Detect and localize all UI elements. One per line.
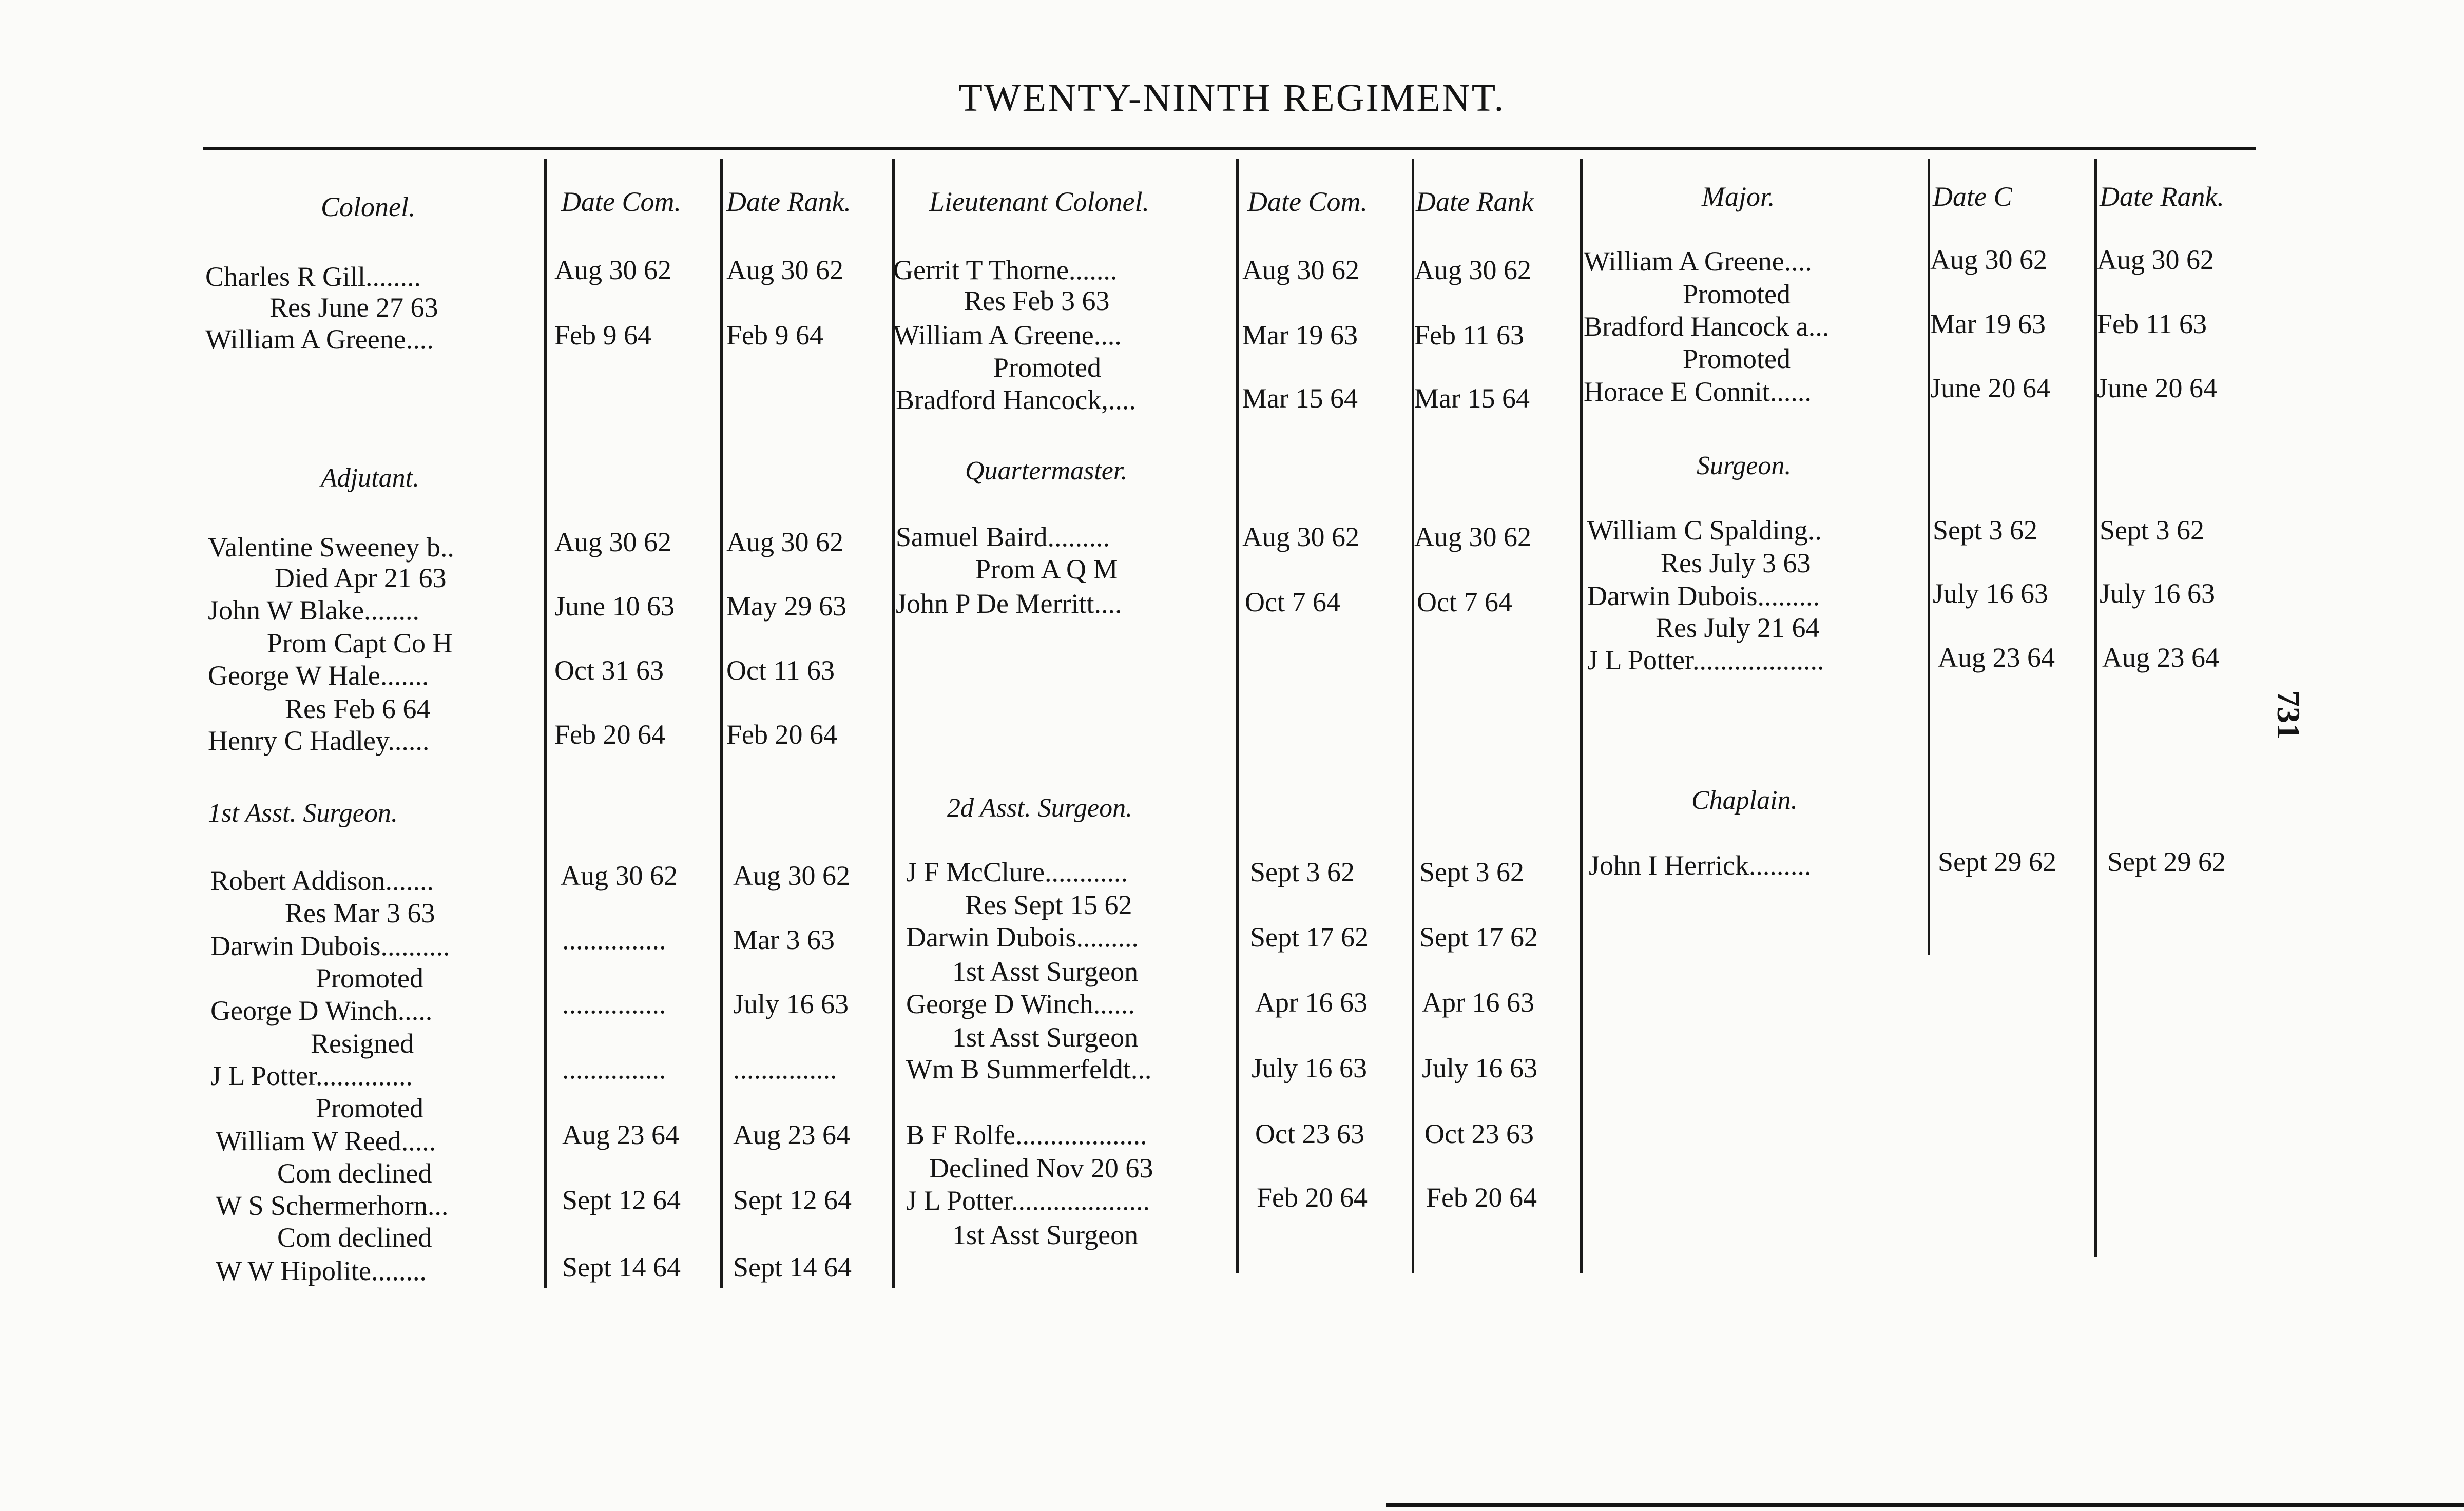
entry-note: Died Apr 21 63 xyxy=(275,563,447,593)
entry-date-com: July 16 63 xyxy=(1252,1053,1368,1083)
entry-date-rank: Feb 9 64 xyxy=(726,320,823,351)
entry-name: William C Spalding.. xyxy=(1587,515,1822,546)
entry-date-com: Oct 7 64 xyxy=(1245,587,1340,617)
entry-date-rank: Sept 17 62 xyxy=(1419,922,1538,953)
column-rule xyxy=(1928,159,1930,955)
header-colonel: Colonel. xyxy=(321,191,416,222)
entry-date-com: Oct 31 63 xyxy=(554,655,664,686)
section-chaplain: Chaplain. xyxy=(1691,786,1798,815)
entry-date-rank: Sept 14 64 xyxy=(733,1252,852,1283)
entry-name: W S Schermerhorn... xyxy=(216,1190,449,1221)
entry-name: B F Rolfe................... xyxy=(906,1119,1147,1150)
entry-date-com: Feb 9 64 xyxy=(554,320,651,351)
entry-date-com: ............... xyxy=(562,924,666,955)
section-quartermaster: Quartermaster. xyxy=(965,456,1128,486)
entry-date-com: Sept 3 62 xyxy=(1250,857,1355,887)
entry-date-com: ............... xyxy=(562,989,666,1019)
entry-date-rank: Aug 30 62 xyxy=(733,860,850,891)
entry-note: Res Feb 3 63 xyxy=(964,285,1110,316)
entry-date-rank: Sept 12 64 xyxy=(733,1185,852,1215)
entry-date-rank: Apr 16 63 xyxy=(1422,987,1534,1018)
entry-date-rank: Feb 20 64 xyxy=(1426,1182,1537,1213)
entry-date-com: Aug 23 64 xyxy=(1938,642,2055,673)
header-date-com-3: Date C xyxy=(1933,181,2012,212)
entry-note: Prom A Q M xyxy=(975,554,1118,585)
entry-note: Promoted xyxy=(316,1093,424,1123)
entry-name: Horace E Connit...... xyxy=(1584,376,1812,407)
entry-name: Darwin Dubois......... xyxy=(906,922,1139,953)
entry-name: Samuel Baird......... xyxy=(896,521,1110,552)
entry-name: George W Hale....... xyxy=(208,660,429,691)
section-adjutant: Adjutant. xyxy=(321,463,420,493)
entry-date-rank: July 16 63 xyxy=(2100,578,2216,609)
entry-date-rank: Mar 15 64 xyxy=(1414,383,1530,414)
entry-date-com: Mar 15 64 xyxy=(1242,383,1358,414)
entry-date-rank: Oct 11 63 xyxy=(726,655,835,686)
entry-date-com: Aug 23 64 xyxy=(562,1119,679,1150)
entry-name: John W Blake........ xyxy=(208,595,419,626)
entry-date-com: June 20 64 xyxy=(1930,373,2050,403)
header-date-rank-3: Date Rank. xyxy=(2100,181,2224,212)
entry-note: Declined Nov 20 63 xyxy=(929,1153,1153,1184)
header-date-rank-1: Date Rank. xyxy=(726,186,851,217)
entry-date-rank: Feb 11 63 xyxy=(2097,308,2207,339)
entry-date-com: Aug 30 62 xyxy=(1930,244,2047,275)
column-rule xyxy=(720,159,723,1288)
entry-date-com: Feb 20 64 xyxy=(554,719,665,750)
entry-date-com: Oct 23 63 xyxy=(1255,1118,1364,1149)
entry-date-rank: Oct 7 64 xyxy=(1417,587,1512,617)
header-lt-colonel: Lieutenant Colonel. xyxy=(929,186,1149,217)
entry-name: William A Greene.... xyxy=(205,324,434,355)
entry-name: John I Herrick......... xyxy=(1589,850,1812,881)
entry-note: Res July 3 63 xyxy=(1661,548,1811,578)
entry-note: Resigned xyxy=(311,1028,414,1059)
entry-date-rank: Aug 23 64 xyxy=(733,1119,850,1150)
header-major: Major. xyxy=(1702,181,1775,212)
entry-date-com: Mar 19 63 xyxy=(1930,308,2046,339)
entry-name: Bradford Hancock a... xyxy=(1584,311,1830,342)
entry-name: J L Potter.................... xyxy=(906,1185,1150,1216)
entry-date-rank: Aug 30 62 xyxy=(1414,521,1531,552)
entry-name: George D Winch..... xyxy=(210,995,433,1026)
entry-date-com: Aug 30 62 xyxy=(554,255,671,285)
entry-date-rank: Aug 30 62 xyxy=(2097,244,2214,275)
page-title: TWENTY-NINTH REGIMENT. xyxy=(958,76,1506,120)
entry-name: John P De Merritt.... xyxy=(896,588,1122,619)
section-surgeon: Surgeon. xyxy=(1697,451,1792,480)
entry-date-com: Sept 29 62 xyxy=(1938,846,2057,877)
entry-note: 1st Asst Surgeon xyxy=(952,1022,1139,1053)
entry-note: Com declined xyxy=(277,1222,432,1253)
entry-date-rank: Sept 3 62 xyxy=(2100,515,2205,546)
entry-date-com: ............... xyxy=(562,1054,666,1084)
column-rule xyxy=(544,159,547,1288)
entry-date-rank: Aug 23 64 xyxy=(2102,642,2219,673)
entry-date-com: Aug 30 62 xyxy=(1242,255,1359,285)
entry-date-rank: Oct 23 63 xyxy=(1424,1118,1534,1149)
entry-date-rank: Feb 11 63 xyxy=(1414,320,1524,351)
entry-note: Promoted xyxy=(1683,279,1791,309)
entry-name: J L Potter................... xyxy=(1587,645,1824,675)
entry-name: George D Winch...... xyxy=(906,989,1135,1019)
bottom-rule xyxy=(1386,1503,2464,1507)
entry-name: Charles R Gill........ xyxy=(205,261,421,292)
page-number: 731 xyxy=(2270,690,2307,740)
entry-date-rank: Sept 3 62 xyxy=(1419,857,1525,887)
entry-date-com: June 10 63 xyxy=(554,591,675,622)
entry-name: Henry C Hadley...... xyxy=(208,725,430,756)
entry-name: William A Greene.... xyxy=(893,320,1122,351)
column-rule xyxy=(1580,159,1583,1273)
header-date-rank-2: Date Rank xyxy=(1416,186,1534,217)
entry-note: Promoted xyxy=(993,352,1101,383)
entry-note: Com declined xyxy=(277,1158,432,1189)
top-rule xyxy=(203,147,2256,150)
entry-date-com: Sept 17 62 xyxy=(1250,922,1369,953)
column-rule xyxy=(1236,159,1239,1273)
entry-date-rank: ............... xyxy=(733,1054,837,1084)
section-first-asst-surgeon: 1st Asst. Surgeon. xyxy=(208,799,398,828)
entry-date-rank: Aug 30 62 xyxy=(726,255,843,285)
entry-note: Res July 21 64 xyxy=(1656,612,1820,643)
header-date-com-1: Date Com. xyxy=(561,186,681,217)
entry-note: 1st Asst Surgeon xyxy=(952,956,1139,987)
entry-date-rank: July 16 63 xyxy=(733,989,849,1019)
entry-date-rank: Mar 3 63 xyxy=(733,924,835,955)
entry-date-rank: Sept 29 62 xyxy=(2107,846,2226,877)
entry-name: J L Potter.............. xyxy=(210,1060,413,1091)
entry-date-com: Apr 16 63 xyxy=(1255,987,1368,1018)
section-second-asst-surgeon: 2d Asst. Surgeon. xyxy=(947,793,1133,823)
entry-date-com: July 16 63 xyxy=(1933,578,2049,609)
entry-name: William A Greene.... xyxy=(1584,246,1812,277)
entry-date-com: Sept 3 62 xyxy=(1933,515,2038,546)
entry-name: Bradford Hancock,.... xyxy=(896,384,1136,415)
entry-name: Valentine Sweeney b.. xyxy=(208,532,454,563)
entry-note: 1st Asst Surgeon xyxy=(952,1219,1139,1250)
entry-name: W W Hipolite........ xyxy=(216,1255,427,1286)
entry-note: Promoted xyxy=(1683,343,1791,374)
entry-note: Res June 27 63 xyxy=(270,292,438,323)
entry-name: William W Reed..... xyxy=(216,1126,436,1156)
entry-date-rank: Feb 20 64 xyxy=(726,719,837,750)
entry-date-com: Mar 19 63 xyxy=(1242,320,1358,351)
entry-date-rank: July 16 63 xyxy=(1422,1053,1538,1083)
entry-note: Prom Capt Co H xyxy=(267,628,453,658)
entry-note: Res Feb 6 64 xyxy=(285,693,431,724)
entry-date-rank: Aug 30 62 xyxy=(1414,255,1531,285)
entry-date-com: Sept 14 64 xyxy=(562,1252,681,1283)
entry-note: Res Mar 3 63 xyxy=(285,898,435,928)
entry-name: Wm B Summerfeldt... xyxy=(906,1054,1152,1084)
entry-name: J F McClure............ xyxy=(906,857,1128,887)
entry-date-com: Aug 30 62 xyxy=(554,527,671,557)
entry-name: Gerrit T Thorne....... xyxy=(893,255,1118,285)
entry-note: Res Sept 15 62 xyxy=(965,889,1132,920)
entry-date-rank: June 20 64 xyxy=(2097,373,2217,403)
entry-date-com: Feb 20 64 xyxy=(1257,1182,1368,1213)
entry-name: Darwin Dubois......... xyxy=(1587,580,1820,611)
entry-name: Robert Addison....... xyxy=(210,865,434,896)
header-date-com-2: Date Com. xyxy=(1247,186,1368,217)
entry-name: Darwin Dubois.......... xyxy=(210,931,450,961)
entry-date-com: Aug 30 62 xyxy=(1242,521,1359,552)
entry-note: Promoted xyxy=(316,963,424,994)
entry-date-rank: Aug 30 62 xyxy=(726,527,843,557)
entry-date-com: Aug 30 62 xyxy=(561,860,678,891)
entry-date-com: Sept 12 64 xyxy=(562,1185,681,1215)
entry-date-rank: May 29 63 xyxy=(726,591,846,622)
